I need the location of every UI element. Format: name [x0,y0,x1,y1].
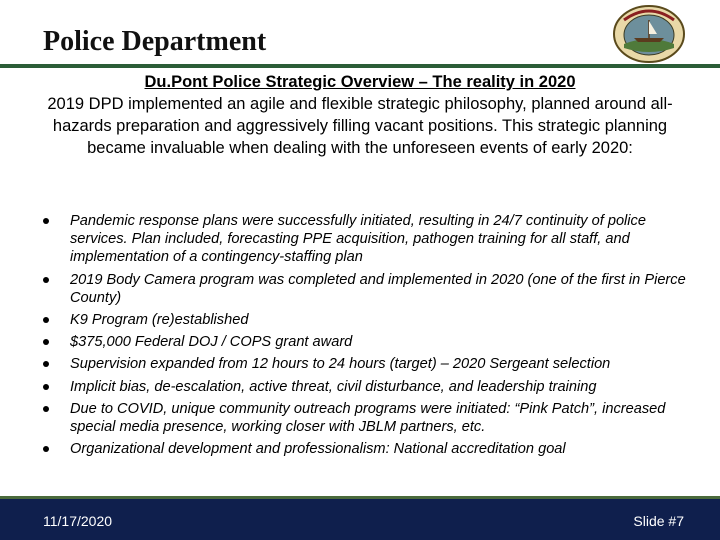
list-item [40,440,690,458]
list-item [40,378,690,396]
bullet-icon [43,446,49,452]
page-title: Police Department [43,26,267,57]
overview-heading: Du.Pont Police Strategic Overview – The reality in 2020 [144,73,576,91]
list-item-text: 2019 Body Camera program was completed and implemented in 2020 (one of the first in Pierce County) [70,271,686,306]
bullet-icon [43,218,49,224]
list-item [40,271,690,307]
slide-number: Slide #7 [633,513,684,529]
overview-body: 2019 DPD implemented an agile and flexible strategic philosophy, planned around all-hazards preparation and aggressively filling vacant positions. This strategic planning became invaluable when dealing with the unforeseen events of early 2020: [47,95,673,157]
list-item-text: Supervision expanded from 12 hours to 24 hours (target) – 2020 Sergeant selection [70,356,611,373]
list-item-text: K9 Program (re)established [70,312,249,329]
city-seal-logo [612,4,686,64]
list-item [40,212,690,267]
header-divider [0,64,720,68]
bullet-icon [43,339,49,345]
bullet-icon [43,406,49,412]
list-item-text: Pandemic response plans were successfully initiated, resulting in 24/7 continuity of police services. Plan included, forecasting PPE acquisition, pathogen training for all staff, and implementation of a contingency-staffing plan [70,213,646,266]
list-item [40,355,690,373]
list-item-text: Organizational development and professionalism: National accreditation goal [70,441,566,458]
intro-section [40,71,680,159]
list-item [40,311,690,329]
list-item-text: $375,000 Federal DOJ / COPS grant award [70,334,353,351]
bullet-icon [43,317,49,323]
list-item [40,400,690,436]
footer-date: 11/17/2020 [43,513,113,529]
list-item-text: Due to COVID, unique community outreach programs were initiated: “Pink Patch”, increased special media presence, working closer with JBLM partners, etc. [70,400,666,436]
bullet-icon [43,384,49,390]
list-item-text: Implicit bias, de-escalation, active threat, civil disturbance, and leadership training [70,378,597,395]
bullet-icon [43,361,49,367]
list-item [40,333,690,351]
bullet-icon [43,277,49,283]
achievements-list [40,212,690,462]
footer-bar [0,496,720,540]
